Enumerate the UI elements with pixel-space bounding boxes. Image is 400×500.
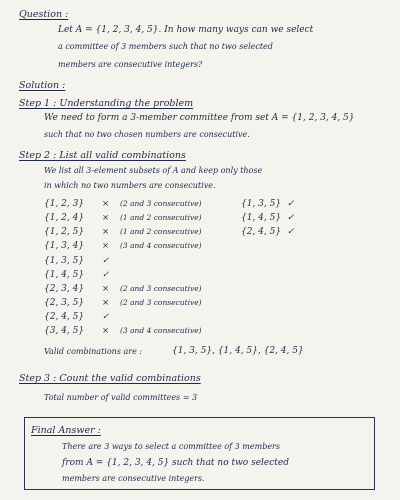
combination-set: {2, 4, 5} xyxy=(44,312,85,322)
valid-combination xyxy=(241,199,294,209)
combination-row xyxy=(44,199,202,213)
check-mark: ✓ xyxy=(102,256,110,266)
valid-set: {2, 4, 5} xyxy=(241,227,282,237)
cross-mark: × xyxy=(102,227,110,237)
step1-heading: Step 1 : Understanding the problem xyxy=(19,98,194,109)
cross-mark: × xyxy=(102,199,110,209)
valid-combination xyxy=(241,227,294,237)
check-mark: ✓ xyxy=(102,312,110,322)
combination-set: {1, 2, 5} xyxy=(44,227,85,237)
combination-set: {2, 3, 4} xyxy=(44,284,85,294)
combination-note: (2 and 3 consecutive) xyxy=(120,199,202,208)
combination-row xyxy=(44,312,120,326)
step2-line-1: We list all 3-element subsets of A and keep only those xyxy=(44,166,263,175)
combination-note: (2 and 3 consecutive) xyxy=(120,284,202,293)
valid-set: {1, 4, 5} xyxy=(241,213,282,223)
combination-set: {1, 3, 4} xyxy=(44,241,85,251)
check-mark: ✓ xyxy=(286,213,295,223)
cross-mark: × xyxy=(102,213,110,223)
step2-line-2: in which no two numbers are consecutive. xyxy=(44,181,216,190)
step1-line-2: such that no two chosen numbers are consecutive. xyxy=(44,130,250,139)
combination-set: {1, 2, 4} xyxy=(44,213,85,223)
cross-mark: × xyxy=(102,241,110,251)
combination-row xyxy=(44,270,120,284)
combination-note: (3 and 4 consecutive) xyxy=(120,241,202,250)
combination-note: (1 and 2 consecutive) xyxy=(120,227,202,236)
combination-row xyxy=(44,227,202,241)
cross-mark: × xyxy=(102,298,110,308)
question-line-3: members are consecutive integers? xyxy=(58,60,203,69)
combination-note: (1 and 2 consecutive) xyxy=(120,213,202,222)
combination-row xyxy=(44,326,202,340)
valid-combinations-label: Valid combinations are : xyxy=(44,347,143,356)
combination-set: {1, 3, 5} xyxy=(44,256,85,266)
question-line-2: a committee of 3 members such that no two selected xyxy=(58,42,273,51)
check-mark: ✓ xyxy=(102,270,110,280)
cross-mark: × xyxy=(102,284,110,294)
step1-line-1: We need to form a 3-member committee from set A = {1, 2, 3, 4, 5} xyxy=(44,113,355,123)
question-heading: Question : xyxy=(19,9,69,20)
combination-row xyxy=(44,298,202,312)
final-answer-line-1: There are 3 ways to select a committee of 3 members xyxy=(62,442,280,451)
valid-combination xyxy=(241,213,294,223)
combination-note: (3 and 4 consecutive) xyxy=(120,326,202,335)
valid-combinations-summary: {1, 3, 5}, {1, 4, 5}, {2, 4, 5} xyxy=(172,346,304,356)
combination-set: {2, 3, 5} xyxy=(44,298,85,308)
solution-heading: Solution : xyxy=(19,80,66,91)
step2-heading: Step 2 : List all valid combinations xyxy=(19,150,186,161)
step3-heading: Step 3 : Count the valid combinations xyxy=(19,373,201,384)
final-answer-line-2: from A = {1, 2, 3, 4, 5} such that no two selected xyxy=(62,458,289,468)
combination-note: (2 and 3 consecutive) xyxy=(120,298,202,307)
combination-set: {1, 4, 5} xyxy=(44,270,85,280)
combination-row xyxy=(44,256,120,270)
combination-row xyxy=(44,284,202,298)
check-mark: ✓ xyxy=(286,227,295,237)
combination-row xyxy=(44,213,202,227)
check-mark: ✓ xyxy=(286,199,295,209)
combination-set: {3, 4, 5} xyxy=(44,326,85,336)
final-answer-line-3: members are consecutive integers. xyxy=(62,474,205,483)
combination-row xyxy=(44,241,202,255)
combination-set: {1, 2, 3} xyxy=(44,199,85,209)
final-answer-heading: Final Answer : xyxy=(31,425,101,436)
cross-mark: × xyxy=(102,326,110,336)
valid-set: {1, 3, 5} xyxy=(241,199,282,209)
question-line-1: Let A = {1, 2, 3, 4, 5}. In how many ways can we select xyxy=(58,25,314,35)
step3-line: Total number of valid committees = 3 xyxy=(44,393,198,402)
